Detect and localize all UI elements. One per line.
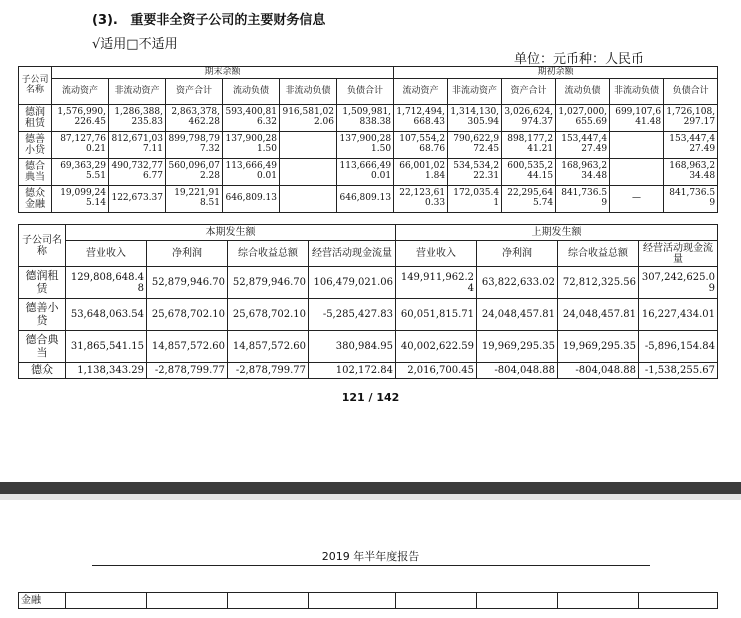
table-cell: 69,363,295.51 [52, 159, 109, 186]
table-cell: 916,581,022.06 [280, 105, 337, 132]
table-cell: 149,911,962.24 [396, 267, 477, 299]
column-header: 非流动负债 [610, 79, 664, 105]
table-cell: 646,809.13 [223, 186, 280, 213]
table-cell: 52,879,946.70 [228, 267, 309, 299]
table-cell: 153,447,427.49 [556, 132, 610, 159]
table-cell: 19,221,918.51 [166, 186, 223, 213]
table-cell: 25,678,702.10 [147, 299, 228, 331]
table-cell: 2,863,378,462.28 [166, 105, 223, 132]
prior-period-header: 上期发生额 [396, 225, 718, 241]
table-cell: 153,447,427.49 [664, 132, 718, 159]
column-header: 资产合计 [166, 79, 223, 105]
table-cell: 841,736.59 [664, 186, 718, 213]
table-cell: 129,808,648.48 [66, 267, 147, 299]
column-header: 非流动负债 [280, 79, 337, 105]
table-cell: 72,812,325.56 [558, 267, 639, 299]
table-cell: 1,712,494,668.43 [394, 105, 448, 132]
table-cell: 52,879,946.70 [147, 267, 228, 299]
table-cell: 172,035.41 [448, 186, 502, 213]
table-cell: -804,048.88 [558, 363, 639, 379]
table-cell: 137,900,281.50 [223, 132, 280, 159]
table-cell: 63,822,633.02 [477, 267, 558, 299]
running-header: 2019 年半年度报告 [321, 550, 420, 563]
table-cell: 53,648,063.54 [66, 299, 147, 331]
table-row [19, 159, 718, 186]
table-cell: 812,671,037.11 [109, 132, 166, 159]
table-cell: 102,172.84 [309, 363, 396, 379]
table-cell [309, 593, 396, 609]
table-row [19, 593, 718, 609]
corner-header: 子公司名称 [19, 225, 66, 267]
table-row [19, 105, 718, 132]
table-cell: 646,809.13 [337, 186, 394, 213]
table-cell: 3,026,624,974.37 [502, 105, 556, 132]
table-row [19, 186, 718, 213]
subsidiary-name: 金融 [19, 593, 66, 609]
table-row [19, 331, 718, 363]
table-cell: 790,622,972.45 [448, 132, 502, 159]
column-header: 负债合计 [337, 79, 394, 105]
table-cell: 534,534,222.31 [448, 159, 502, 186]
column-header: 非流动资产 [109, 79, 166, 105]
table-cell: 307,242,625.09 [639, 267, 718, 299]
column-header: 非流动资产 [448, 79, 502, 105]
table-cell: 841,736.59 [556, 186, 610, 213]
table-cell [558, 593, 639, 609]
table-cell: 107,554,268.76 [394, 132, 448, 159]
section-title: 重要非全资子公司的主要财务信息 [130, 13, 326, 28]
table-row [19, 267, 718, 299]
table-cell: 490,732,776.77 [109, 159, 166, 186]
table-cell: 19,969,295.35 [558, 331, 639, 363]
table-cell: 14,857,572.60 [228, 331, 309, 363]
table-cell: 19,969,295.35 [477, 331, 558, 363]
applicability-note: √适用□不适用 [92, 37, 178, 52]
column-header: 经营活动现金流量 [639, 241, 718, 267]
table-cell: 1,509,981,838.38 [337, 105, 394, 132]
page-separator [0, 482, 741, 494]
table-cell: -2,878,799.77 [228, 363, 309, 379]
period-begin-header: 期初余额 [394, 67, 718, 79]
table-cell: 113,666,490.01 [223, 159, 280, 186]
column-header: 流动负债 [556, 79, 610, 105]
table-cell: -804,048.88 [477, 363, 558, 379]
table-cell: 168,963,234.48 [556, 159, 610, 186]
table-cell: -5,896,154.84 [639, 331, 718, 363]
table-cell [147, 593, 228, 609]
table-cell: 168,963,234.48 [664, 159, 718, 186]
table-cell: 593,400,816.32 [223, 105, 280, 132]
corner-header: 子公司名称 [19, 67, 52, 105]
table-cell [610, 159, 664, 186]
table-cell: 1,138,343.29 [66, 363, 147, 379]
section-heading [92, 9, 325, 28]
column-header: 营业收入 [66, 241, 147, 267]
column-header: 净利润 [147, 241, 228, 267]
table-cell: 31,865,541.15 [66, 331, 147, 363]
table-cell: 600,535,244.15 [502, 159, 556, 186]
table-cell: 24,048,457.81 [477, 299, 558, 331]
table-cell: 19,099,245.14 [52, 186, 109, 213]
column-header: 综合收益总额 [228, 241, 309, 267]
table-cell: 1,726,108,297.17 [664, 105, 718, 132]
table-cell: 380,984.95 [309, 331, 396, 363]
current-period-header: 本期发生额 [66, 225, 396, 241]
column-header: 流动负债 [223, 79, 280, 105]
table-cell: 899,798,797.32 [166, 132, 223, 159]
table-cell [280, 159, 337, 186]
table-cell: 122,673.37 [109, 186, 166, 213]
column-header: 负债合计 [664, 79, 718, 105]
subsidiary-name: 德合典当 [19, 331, 66, 363]
table-cell: 2,016,700.45 [396, 363, 477, 379]
table-cell: 113,666,490.01 [337, 159, 394, 186]
table-cell: 137,900,281.50 [337, 132, 394, 159]
column-header: 资产合计 [502, 79, 556, 105]
table-cell: 22,123,610.33 [394, 186, 448, 213]
unit-currency-note: 单位：元币种：人民币 [514, 52, 645, 67]
balance-sheet-table [18, 66, 718, 213]
table-cell [280, 186, 337, 213]
column-header: 综合收益总额 [558, 241, 639, 267]
subsidiary-name: 德众金融 [19, 186, 52, 213]
column-header: 营业收入 [396, 241, 477, 267]
table-cell: 1,314,130,305.94 [448, 105, 502, 132]
table-cell: 1,027,000,655.69 [556, 105, 610, 132]
table-cell: 24,048,457.81 [558, 299, 639, 331]
table-row [19, 363, 718, 379]
page-gap [0, 494, 741, 500]
table-cell [396, 593, 477, 609]
table-cell [477, 593, 558, 609]
table-cell: 1,576,990,226.45 [52, 105, 109, 132]
table-cell: 25,678,702.10 [228, 299, 309, 331]
table-row [19, 132, 718, 159]
table-cell [639, 593, 718, 609]
table-row [19, 299, 718, 331]
table-cell: — [610, 186, 664, 213]
table-cell: -2,878,799.77 [147, 363, 228, 379]
table-cell: 60,051,815.71 [396, 299, 477, 331]
income-table [18, 224, 718, 379]
column-header: 流动资产 [394, 79, 448, 105]
table-cell: 699,107,641.48 [610, 105, 664, 132]
table-cell: 14,857,572.60 [147, 331, 228, 363]
table-cell [610, 132, 664, 159]
table-cell [66, 593, 147, 609]
table-cell [280, 132, 337, 159]
column-header: 流动资产 [52, 79, 109, 105]
table-cell: 1,286,388,235.83 [109, 105, 166, 132]
table-cell: 560,096,072.28 [166, 159, 223, 186]
subsidiary-name: 德众 [19, 363, 66, 379]
table-cell: 40,002,622.59 [396, 331, 477, 363]
table-cell: -5,285,427.83 [309, 299, 396, 331]
header-rule [92, 565, 650, 566]
table-cell: 106,479,021.06 [309, 267, 396, 299]
section-number: (3). [92, 13, 118, 28]
table-cell [228, 593, 309, 609]
table-cell: 66,001,021.84 [394, 159, 448, 186]
subsidiary-name: 德善小贷 [19, 299, 66, 331]
period-end-header: 期末余额 [52, 67, 394, 79]
continued-table [18, 592, 718, 609]
table-cell: 898,177,241.21 [502, 132, 556, 159]
subsidiary-name: 德善小贷 [19, 132, 52, 159]
subsidiary-name: 德润租赁 [19, 267, 66, 299]
subsidiary-name: 德润租赁 [19, 105, 52, 132]
column-header: 净利润 [477, 241, 558, 267]
subsidiary-name: 德合典当 [19, 159, 52, 186]
table-cell: 16,227,434.01 [639, 299, 718, 331]
column-header: 经营活动现金流量 [309, 241, 396, 267]
page-number: 121 / 142 [341, 391, 400, 404]
table-cell: -1,538,255.67 [639, 363, 718, 379]
table-cell: 87,127,760.21 [52, 132, 109, 159]
table-cell: 22,295,645.74 [502, 186, 556, 213]
